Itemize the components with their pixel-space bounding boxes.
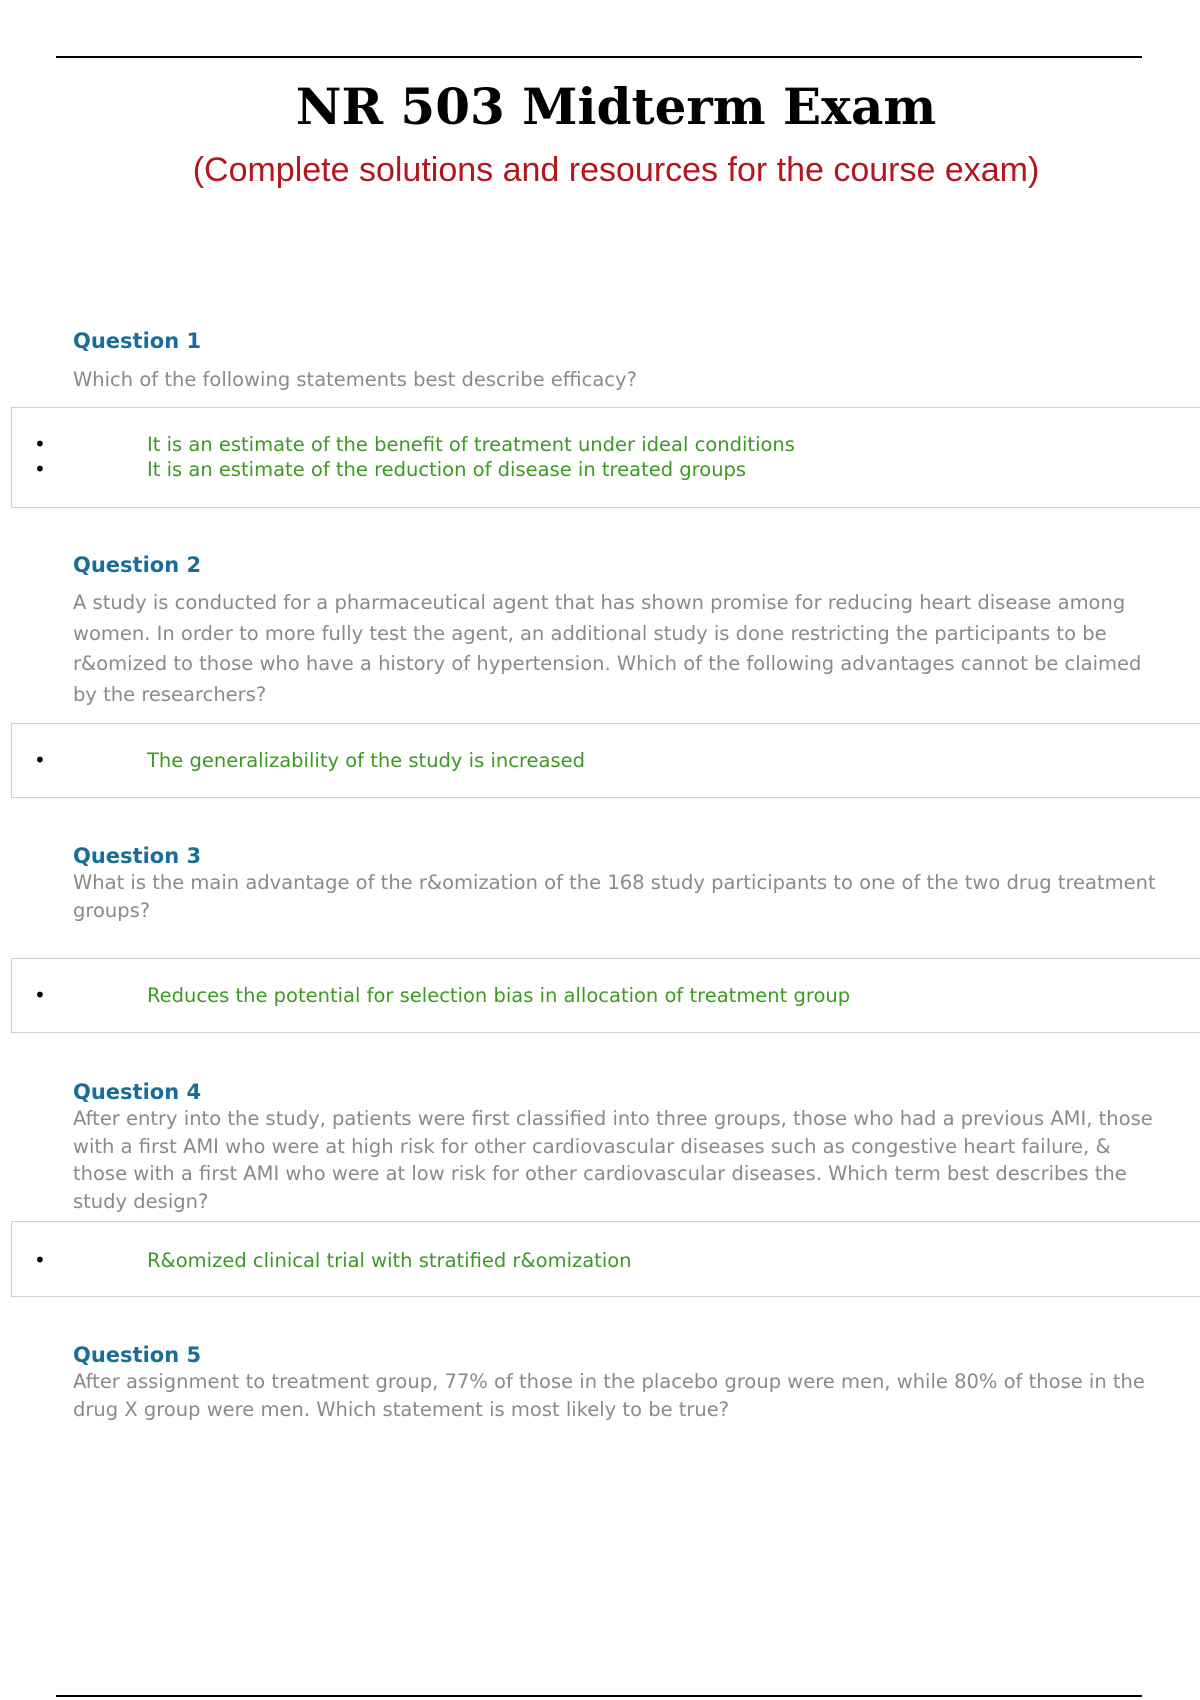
answer-text: Reduces the potential for selection bias in allocation of treatment group xyxy=(147,984,851,1007)
question-1-heading: Question 1 xyxy=(73,329,202,353)
question-2-heading: Question 2 xyxy=(73,553,202,577)
answer-text: The generalizability of the study is increased xyxy=(147,749,586,772)
answer-text: It is an estimate of the benefit of treatment under ideal conditions xyxy=(147,433,795,456)
top-rule xyxy=(56,56,1142,58)
question-3-answer-box xyxy=(11,958,1200,1033)
question-1-text: Which of the following statements best describe efficacy? xyxy=(73,368,637,391)
bullet-icon: • xyxy=(34,457,46,481)
bullet-icon: • xyxy=(34,432,46,456)
question-2-text: A study is conducted for a pharmaceutical agent that has shown promise for reducing heart disease among women. In order to more fully test the agent, an additional study is done restricting the participants to be r&omized to those who have a history of hypertension. Which of the following advantages cannot be claimed by the researchers? xyxy=(73,591,1142,706)
bullet-icon: • xyxy=(34,1248,46,1272)
page-subtitle: (Complete solutions and resources for the course exam) xyxy=(192,151,1040,189)
question-5-text: After assignment to treatment group, 77% of those in the placebo group were men, while 80% of those in the drug X group were men. Which statement is most likely to be true? xyxy=(73,1370,1145,1421)
answer-item xyxy=(12,457,1200,482)
answer-text: R&omized clinical trial with stratified r&omization xyxy=(147,1249,632,1272)
answer-item xyxy=(12,1248,1200,1273)
bullet-icon: • xyxy=(34,748,46,772)
bullet-icon: • xyxy=(34,983,46,1007)
question-3-heading: Question 3 xyxy=(73,844,202,868)
question-4-heading: Question 4 xyxy=(73,1080,202,1104)
question-4-answer-box xyxy=(11,1221,1200,1297)
question-4-text: After entry into the study, patients were first classified into three groups, those who had a previous AMI, those with a first AMI who were at high risk for other cardiovascular diseases such as congestive heart failure, & those with a first AMI who were at low risk for other cardiovascular diseases. Which term best describes the study design? xyxy=(73,1107,1153,1213)
answer-item xyxy=(12,432,1200,457)
question-1-answer-box xyxy=(11,407,1200,508)
question-5-heading: Question 5 xyxy=(73,1343,202,1367)
question-2-answer-box xyxy=(11,723,1200,798)
answer-item xyxy=(12,748,1200,773)
page-title: NR 503 Midterm Exam xyxy=(295,77,937,136)
answer-text: It is an estimate of the reduction of disease in treated groups xyxy=(147,458,747,481)
bottom-rule xyxy=(56,1695,1142,1697)
answer-item xyxy=(12,983,1200,1008)
question-3-text: What is the main advantage of the r&omization of the 168 study participants to one of the two drug treatment groups? xyxy=(73,871,1156,922)
